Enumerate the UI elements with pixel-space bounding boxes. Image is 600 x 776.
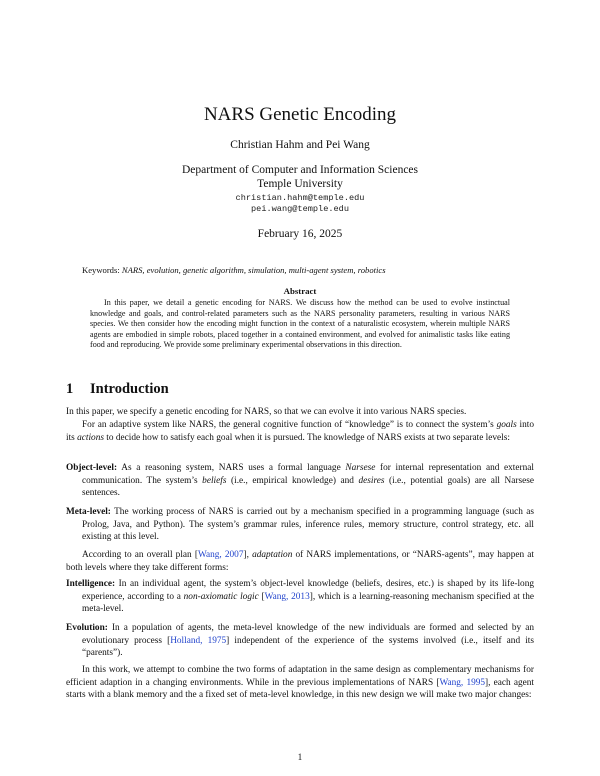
abstract-heading: Abstract	[283, 286, 317, 296]
citation-link[interactable]: Wang, 2013	[264, 591, 310, 602]
page-number: 1	[297, 753, 303, 763]
list-item-evolution: Evolution: In a population of agents, the meta-level knowledge of the new individuals are formed and selected by an evolutionary process [Holland, 1975] independent of the experience of the systems involved (i.e., itself and its “parents”).	[66, 623, 534, 659]
list-item-intelligence: Intelligence: In an individual agent, the system’s object-level knowledge (beliefs, desires, etc.) is shaped by its life-long experience, according to a non-axiomatic logic [Wang, 2013], which is a learning-reasoning mechanism specified at the meta-level.	[66, 579, 534, 615]
abstract-text: In this paper, we detail a genetic encoding for NARS. We discuss how the method can be used to evolve instinctual knowledge and goals, and control-related parameters such as the NARS personality parameters, resulting in various NARS species. We then consider how the encoding might function in the context of a naturalistic ecosystem, wherein multiple NARS agents are embodied in simple robots, placed together in a contained environment, and evolved for animalistic tasks like eating food and reproducing. We provide some preliminary experimental observations in this direction.	[90, 298, 510, 350]
term-intelligence: Intelligence:	[66, 579, 116, 589]
email-1: christian.hahm@temple.edu	[235, 193, 365, 203]
citation-link[interactable]: Wang, 2007	[197, 550, 244, 560]
paper-title: NARS Genetic Encoding	[203, 104, 397, 125]
section-number: 1	[66, 381, 74, 397]
citation-link[interactable]: Holland, 1975	[170, 635, 227, 646]
authors: Christian Hahm and Pei Wang	[230, 139, 370, 151]
citation-link[interactable]: Wang, 1995	[439, 677, 486, 688]
section-title: Introduction	[90, 381, 169, 397]
paragraph-1: In this paper, we specify a genetic encoding for NARS, so that we can evolve it into various NARS species.	[66, 407, 467, 417]
list-item-meta-level: Meta-level: The working process of NARS is carried out by a mechanism specified in a programming language (such as Prolog, Java, and Python). The system’s grammar rules, inference rules, memory structure, control strategy, etc. all existing at this level.	[66, 507, 534, 543]
email-2: pei.wang@temple.edu	[251, 204, 349, 214]
keywords	[82, 265, 522, 275]
term-object-level: Object-level:	[66, 463, 118, 473]
keywords-label: Keywords:	[82, 265, 122, 275]
university: Temple University	[257, 178, 343, 190]
term-meta-level: Meta-level:	[66, 507, 111, 517]
paragraph-4: In this work, we attempt to combine the two forms of adaptation in the same design as complementary mechanisms for efficient adaption in a changing environments. While in the previous implementations of NARS [Wang, 1995], each agent starts with a blank memory and the a fixed set of meta-level knowledge, in this new design we will make two major changes:	[66, 665, 535, 701]
term-evolution: Evolution:	[66, 623, 108, 633]
section-heading	[66, 381, 169, 398]
paragraph-3: According to an overall plan [Wang, 2007], adaptation of NARS implementations, or “NARS-agents”, may happen at both levels where they take different forms:	[66, 550, 534, 573]
keywords-list: NARS, evolution, genetic algorithm, simulation, multi-agent system, robotics	[121, 265, 386, 275]
date: February 16, 2025	[257, 228, 343, 240]
paragraph-2: For an adaptive system like NARS, the general cognitive function of “knowledge” is to connect the system’s goals into its actions to decide how to satisfy each goal when it is pursued. The knowledge of NARS exists at two separate levels:	[66, 420, 534, 443]
list-item-object-level: Object-level: As a reasoning system, NARS uses a formal language Narsese for internal representation and external communication. The system’s beliefs (i.e., empirical knowledge) and desires (i.e., potential goals) are all Narsese sentences.	[66, 463, 534, 499]
department: Department of Computer and Information Sciences	[182, 164, 418, 176]
